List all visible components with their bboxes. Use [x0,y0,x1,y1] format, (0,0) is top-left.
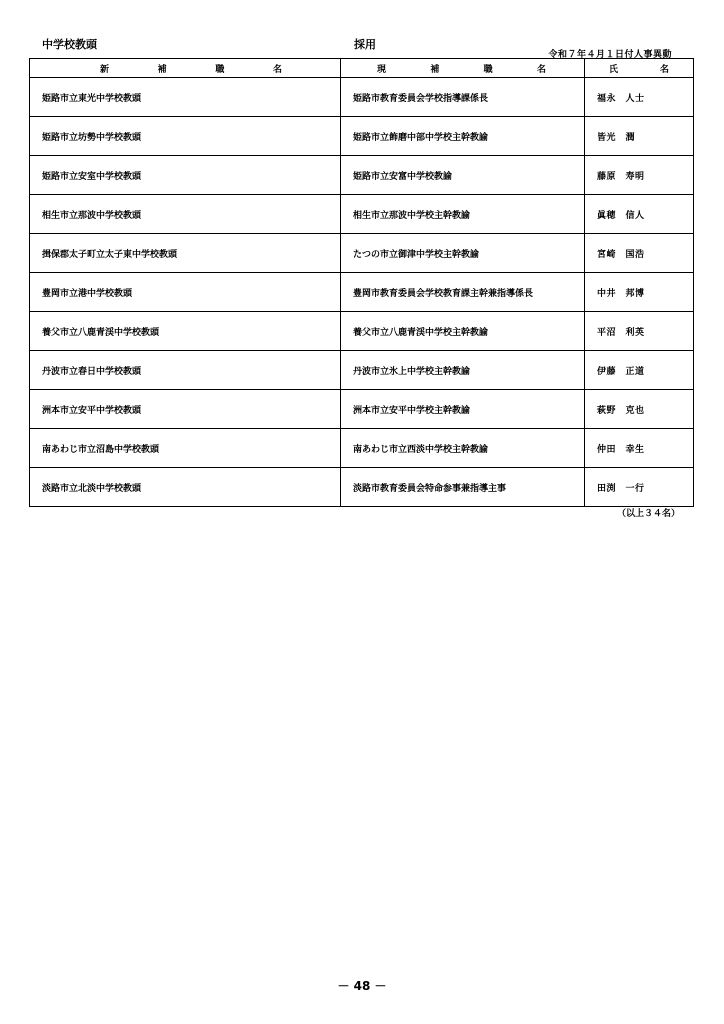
page-number: － 48 － [337,979,387,993]
table-row [30,312,694,351]
new-position-cell: 丹波市立春日中学校教頭 [30,351,341,390]
table-row [30,195,694,234]
person-name-cell: 仲田 幸生 [585,429,694,468]
table-row [30,78,694,117]
current-position-cell: たつの市立御津中学校主幹教諭 [341,234,585,273]
header-char: 名 [536,64,546,75]
new-position-cell: 洲本市立安平中学校教頭 [30,390,341,429]
current-position-cell: 丹波市立氷上中学校主幹教諭 [341,351,585,390]
header-current-position [341,59,585,78]
person-name-cell: 皆光 潤 [585,117,694,156]
header-char: 補 [157,64,167,75]
new-position-cell: 姫路市立安室中学校教頭 [30,156,341,195]
person-name-cell: 平沼 利英 [585,312,694,351]
table-body [30,78,694,507]
table-header-row [30,59,694,78]
person-name-cell: 中井 邦博 [585,273,694,312]
new-position-cell: 相生市立那波中学校教頭 [30,195,341,234]
table-row [30,390,694,429]
new-position-cell: 姫路市立東光中学校教頭 [30,78,341,117]
current-position-cell: 姫路市立安富中学校教諭 [341,156,585,195]
person-name-cell: 田渕 一行 [585,468,694,507]
current-position-cell: 豊岡市教育委員会学校教育課主幹兼指導係長 [341,273,585,312]
current-position-cell: 姫路市教育委員会学校指導課係長 [341,78,585,117]
current-position-cell: 南あわじ市立西淡中学校主幹教諭 [341,429,585,468]
new-position-cell: 淡路市立北淡中学校教頭 [30,468,341,507]
category-title: 中学校教頭 [42,38,97,51]
current-position-cell: 洲本市立安平中学校主幹教諭 [341,390,585,429]
header-char: 名 [272,64,282,75]
table-row [30,156,694,195]
person-name-cell: 福永 人士 [585,78,694,117]
table-row [30,468,694,507]
table-row [30,429,694,468]
person-name-cell: 宮崎 国浩 [585,234,694,273]
current-position-cell: 淡路市教育委員会特命参事兼指導主事 [341,468,585,507]
table-row [30,117,694,156]
new-position-cell: 姫路市立坊勢中学校教頭 [30,117,341,156]
total-count-note: （以上３４名） [616,509,680,519]
appointment-type: 採用 [354,38,376,51]
new-position-cell: 南あわじ市立沼島中学校教頭 [30,429,341,468]
effective-date: 令和７年４月１日付人事異動 [548,50,672,60]
header-char: 現 [377,64,387,75]
table-row [30,351,694,390]
person-name-cell: 萩野 克也 [585,390,694,429]
person-name-cell: 藤原 寿明 [585,156,694,195]
person-name-cell: 伊藤 正道 [585,351,694,390]
person-name-cell: 眞穂 信人 [585,195,694,234]
header-new-position [30,59,341,78]
header-char: 名 [659,64,669,75]
new-position-cell: 養父市立八鹿青渓中学校教頭 [30,312,341,351]
current-position-cell: 相生市立那波中学校主幹教諭 [341,195,585,234]
header-char: 職 [215,64,225,75]
new-position-cell: 豊岡市立港中学校教頭 [30,273,341,312]
current-position-cell: 養父市立八鹿青渓中学校主幹教諭 [341,312,585,351]
header-name [585,59,694,78]
table-row [30,273,694,312]
personnel-table [29,58,694,507]
current-position-cell: 姫路市立飾磨中部中学校主幹教諭 [341,117,585,156]
header-char: 職 [483,64,493,75]
table-row [30,234,694,273]
header-char: 補 [430,64,440,75]
new-position-cell: 揖保郡太子町立太子東中学校教頭 [30,234,341,273]
header-char: 新 [100,64,110,75]
header-char: 氏 [609,64,619,75]
